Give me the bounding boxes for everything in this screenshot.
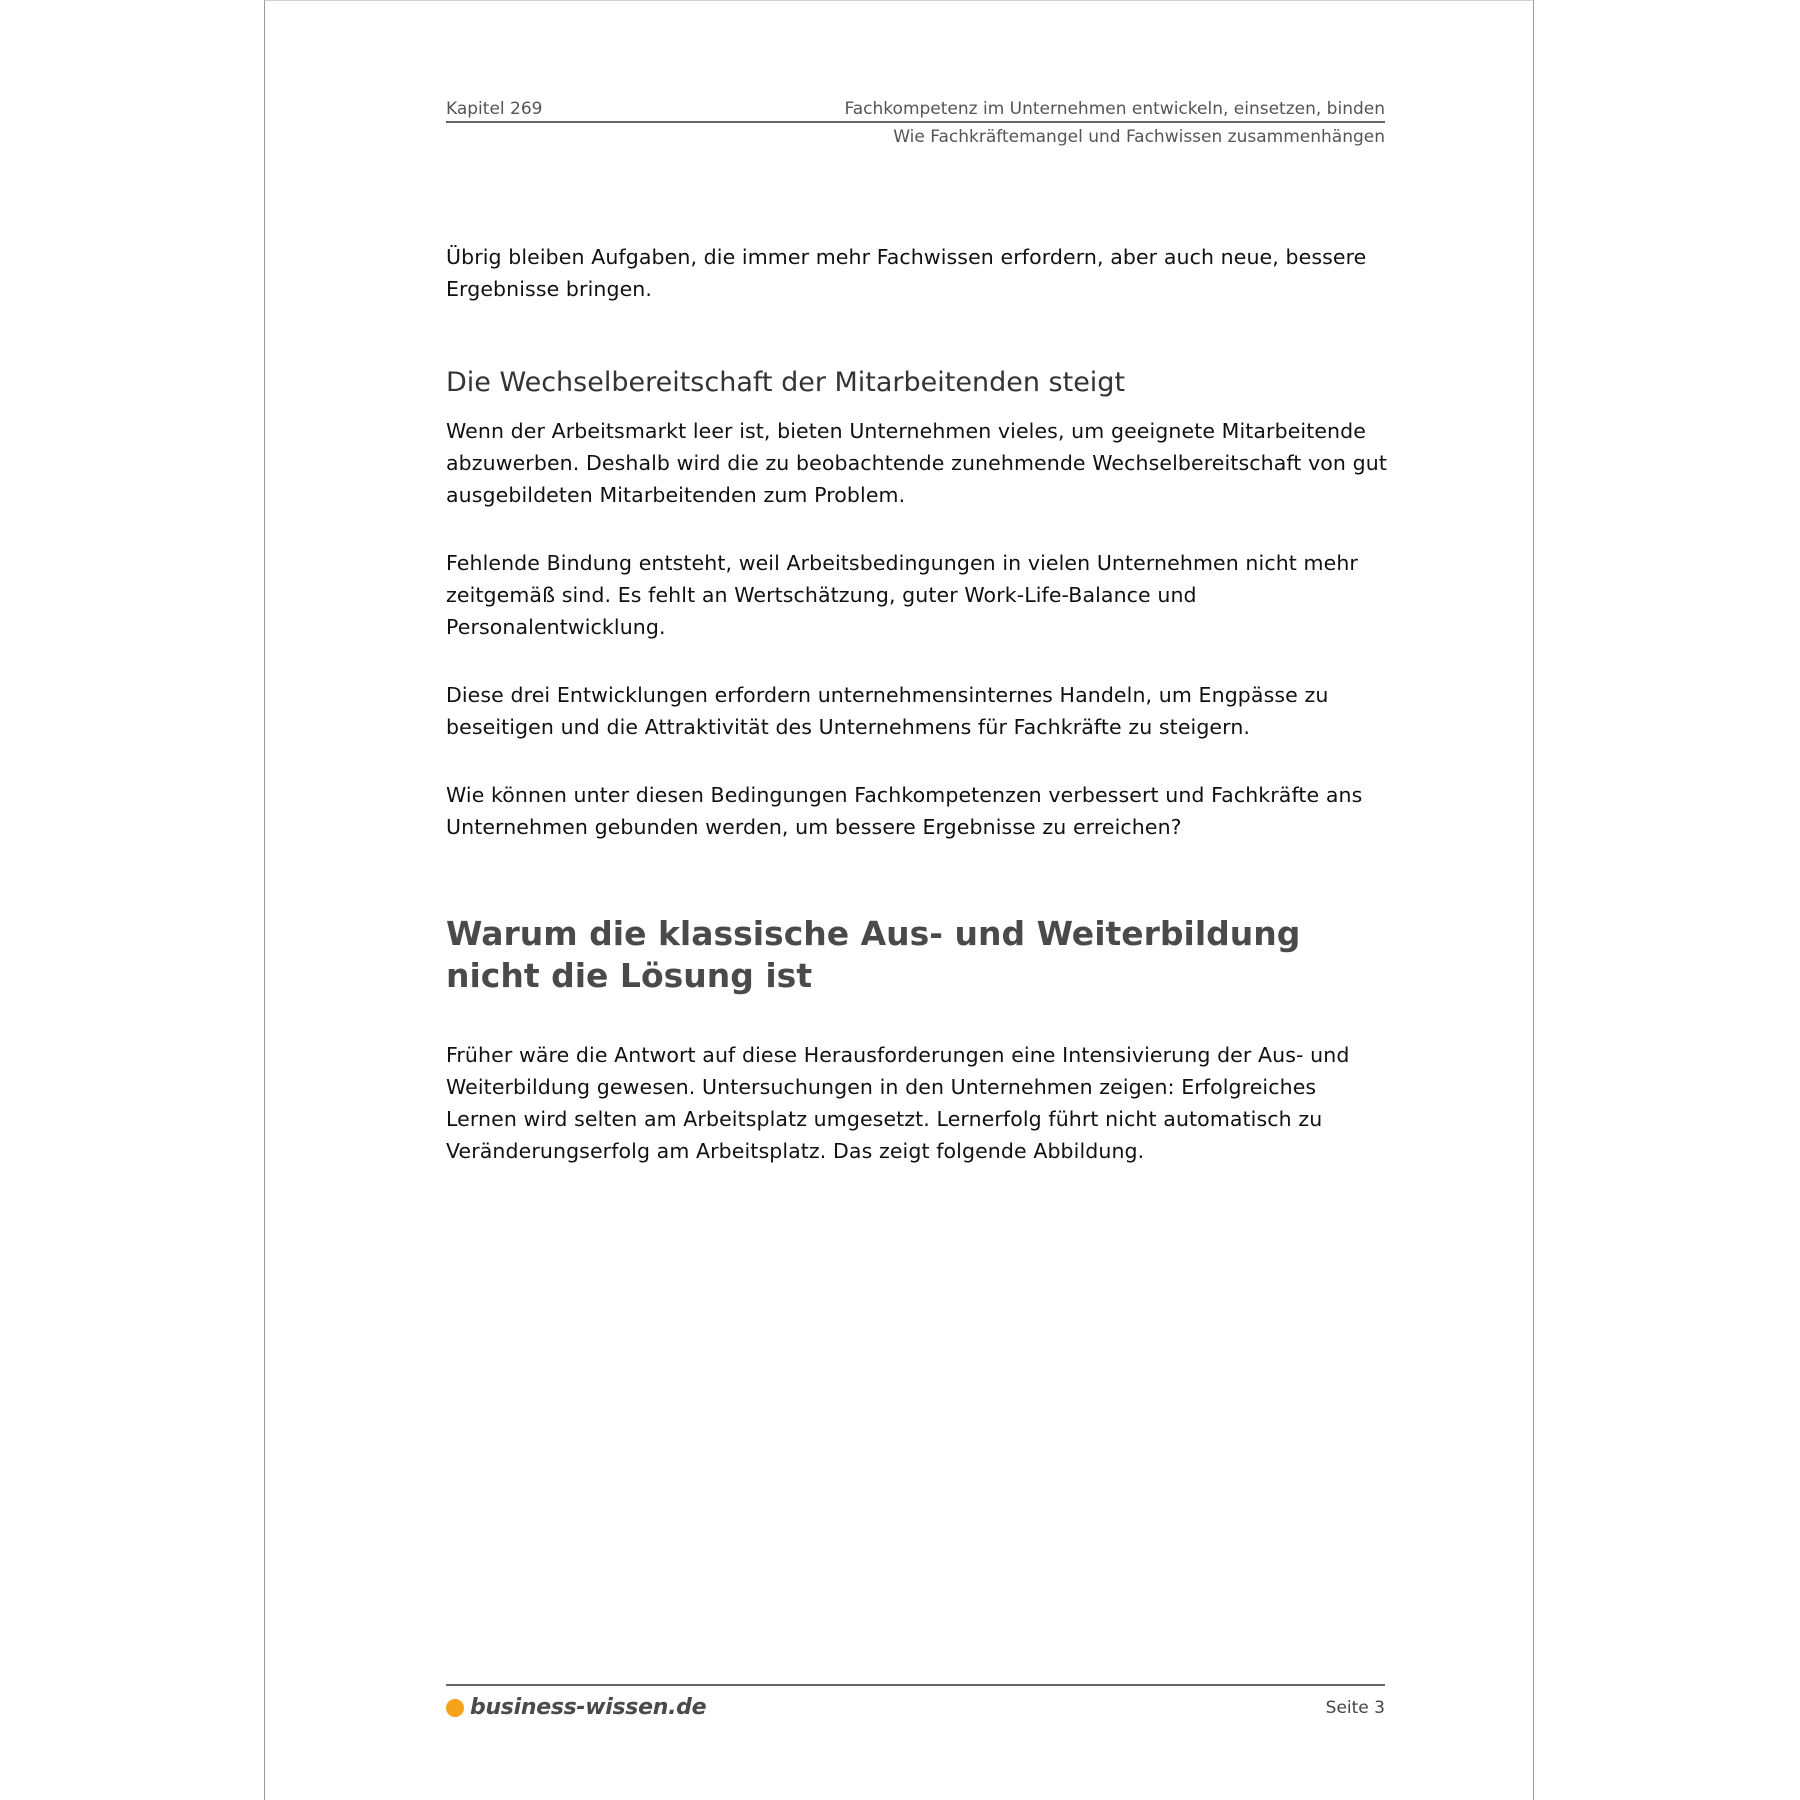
paragraph: Diese drei Entwicklungen erfordern unternehmensinternes Handeln, um Engpässe zu beseitigen und die Attraktivität des Unternehmens für Fachkräfte zu steigern.: [446, 683, 1329, 739]
intro-paragraph: Übrig bleiben Aufgaben, die immer mehr Fachwissen erfordern, aber auch neue, bessere Ergebnisse bringen.: [446, 245, 1367, 301]
section-heading-weiterbildung: Warum die klassische Aus- und Weiterbildung nicht die Lösung ist: [446, 914, 1301, 995]
paragraph: Fehlende Bindung entsteht, weil Arbeitsbedingungen in vielen Unternehmen nicht mehr zeitgemäß sind. Es fehlt an Wertschätzung, guter Work-Life-Balance und Personalentwicklung.: [446, 551, 1358, 639]
paragraph: Wenn der Arbeitsmarkt leer ist, bieten Unternehmen vieles, um geeignete Mitarbeitende abzuwerben. Deshalb wird die zu beobachtende zunehmende Wechselbereitschaft von gut ausgebildeten Mitarbeitenden zum Problem.: [446, 419, 1387, 507]
page-header: [446, 97, 1385, 147]
brand-logo: [446, 1695, 706, 1720]
brand-name: business-wissen.de: [470, 1695, 707, 1720]
document-subtitle: Wie Fachkräftemangel und Fachwissen zusammenhängen: [893, 127, 1385, 147]
header-row: [446, 97, 1385, 123]
document-title: Fachkompetenz im Unternehmen entwickeln, einsetzen, binden: [844, 99, 1385, 119]
page-number: Seite 3: [1325, 1697, 1385, 1718]
chapter-label: Kapitel 269: [446, 99, 543, 119]
page-content: [446, 241, 1390, 1167]
section-heading-wechselbereitschaft: Die Wechselbereitschaft der Mitarbeitenden steigt: [446, 367, 1126, 398]
paragraph: Wie können unter diesen Bedingungen Fachkompetenzen verbessert und Fachkräfte ans Unternehmen gebunden werden, um bessere Ergebnisse zu erreichen?: [446, 783, 1363, 839]
paragraph: Früher wäre die Antwort auf diese Herausforderungen eine Intensivierung der Aus- und Weiterbildung gewesen. Untersuchungen in den Unternehmen zeigen: Erfolgreiches Lernen wird selten am Arbeitsplatz umgesetzt. Lernerfolg führt nicht automatisch zu Veränderungserfolg am Arbeitsplatz. Das zeigt folgende Abbildung.: [446, 1043, 1350, 1163]
document-page: [264, 0, 1534, 1800]
brand-dot-icon: [446, 1699, 464, 1717]
page-footer: [446, 1684, 1385, 1720]
